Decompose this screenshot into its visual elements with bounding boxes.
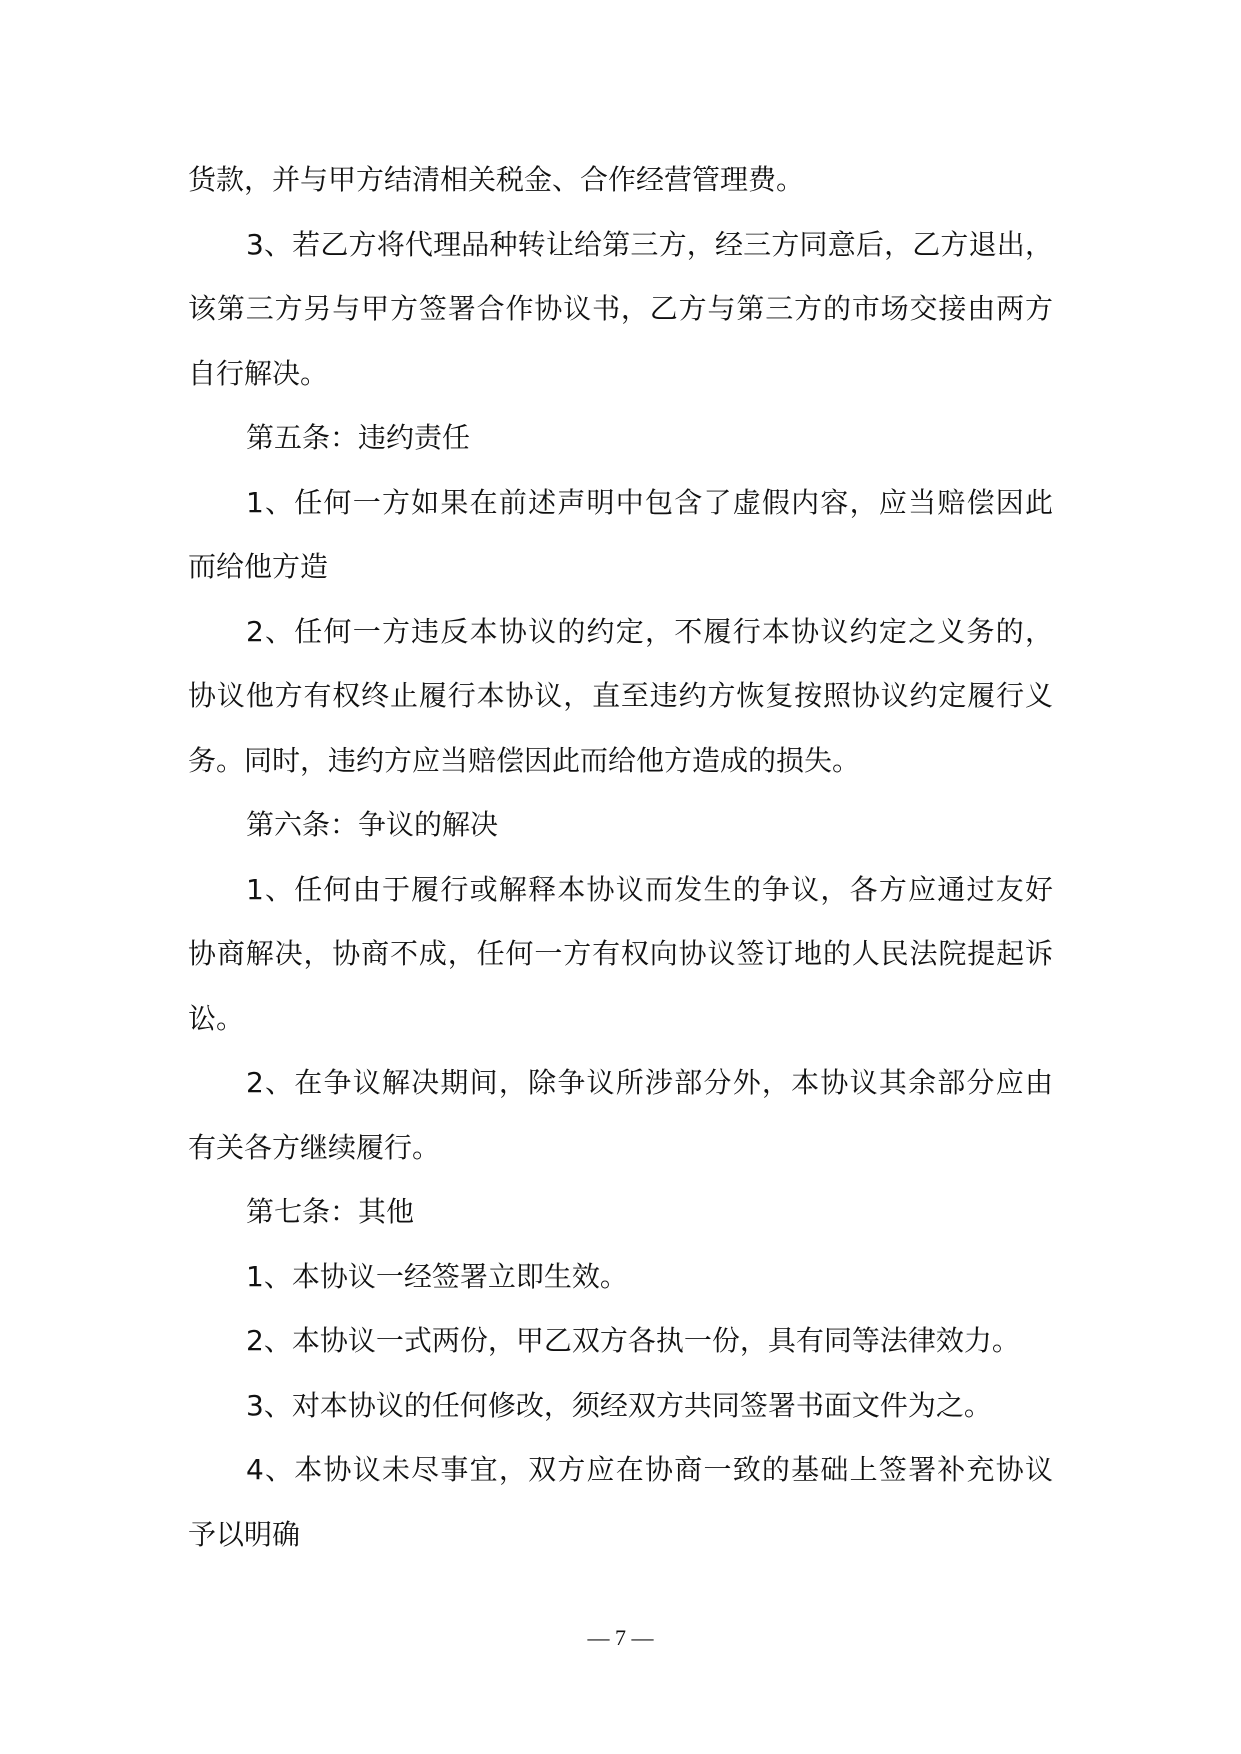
text-line: 该第三方另与甲方签署合作协议书，乙方与第三方的市场交接由两方 (188, 292, 1053, 325)
document-body (188, 148, 1053, 1567)
page-number: — 7 — (587, 1625, 654, 1650)
text-line: 第六条：争议的解决 (246, 808, 499, 841)
text-line: 务。同时，违约方应当赔偿因此而给他方造成的损失。 (188, 743, 861, 777)
text-line: 2、本协议一式两份，甲乙双方各执一份，具有同等法律效力。 (246, 1324, 1020, 1357)
text-line: 第五条：违约责任 (246, 421, 471, 454)
text-line: 2、任何一方违反本协议的约定，不履行本协议约定之义务的， (246, 614, 1053, 648)
text-line: 1、任何一方如果在前述声明中包含了虚假内容，应当赔偿因此 (246, 485, 1053, 519)
text-line: 货款，并与甲方结清相关税金、合作经营管理费。 (188, 163, 805, 196)
text-line: 1、任何由于履行或解释本协议而发生的争议，各方应通过友好 (246, 872, 1053, 906)
text-line: 有关各方继续履行。 (188, 1130, 441, 1164)
text-line: 1、本协议一经签署立即生效。 (246, 1259, 628, 1293)
text-line: 协议他方有权终止履行本协议，直至违约方恢复按照协议约定履行义 (188, 679, 1053, 712)
text-line: 3、若乙方将代理品种转让给第三方，经三方同意后，乙方退出， (246, 227, 1053, 261)
text-line: 讼。 (188, 1001, 245, 1035)
text-line: 自行解决。 (188, 356, 329, 390)
text-line: 予以明确 (188, 1517, 301, 1551)
text-line: 2、在争议解决期间，除争议所涉部分外，本协议其余部分应由 (246, 1066, 1053, 1099)
text-line: 而给他方造 (188, 550, 329, 583)
text-line: 4、本协议未尽事宜，双方应在协商一致的基础上签署补充协议 (246, 1453, 1053, 1486)
text-line: 协商解决，协商不成，任何一方有权向协议签订地的人民法院提起诉 (188, 937, 1053, 970)
text-line: 3、对本协议的任何修改，须经双方共同签署书面文件为之。 (246, 1388, 992, 1422)
text-line: 第七条：其他 (246, 1195, 415, 1228)
